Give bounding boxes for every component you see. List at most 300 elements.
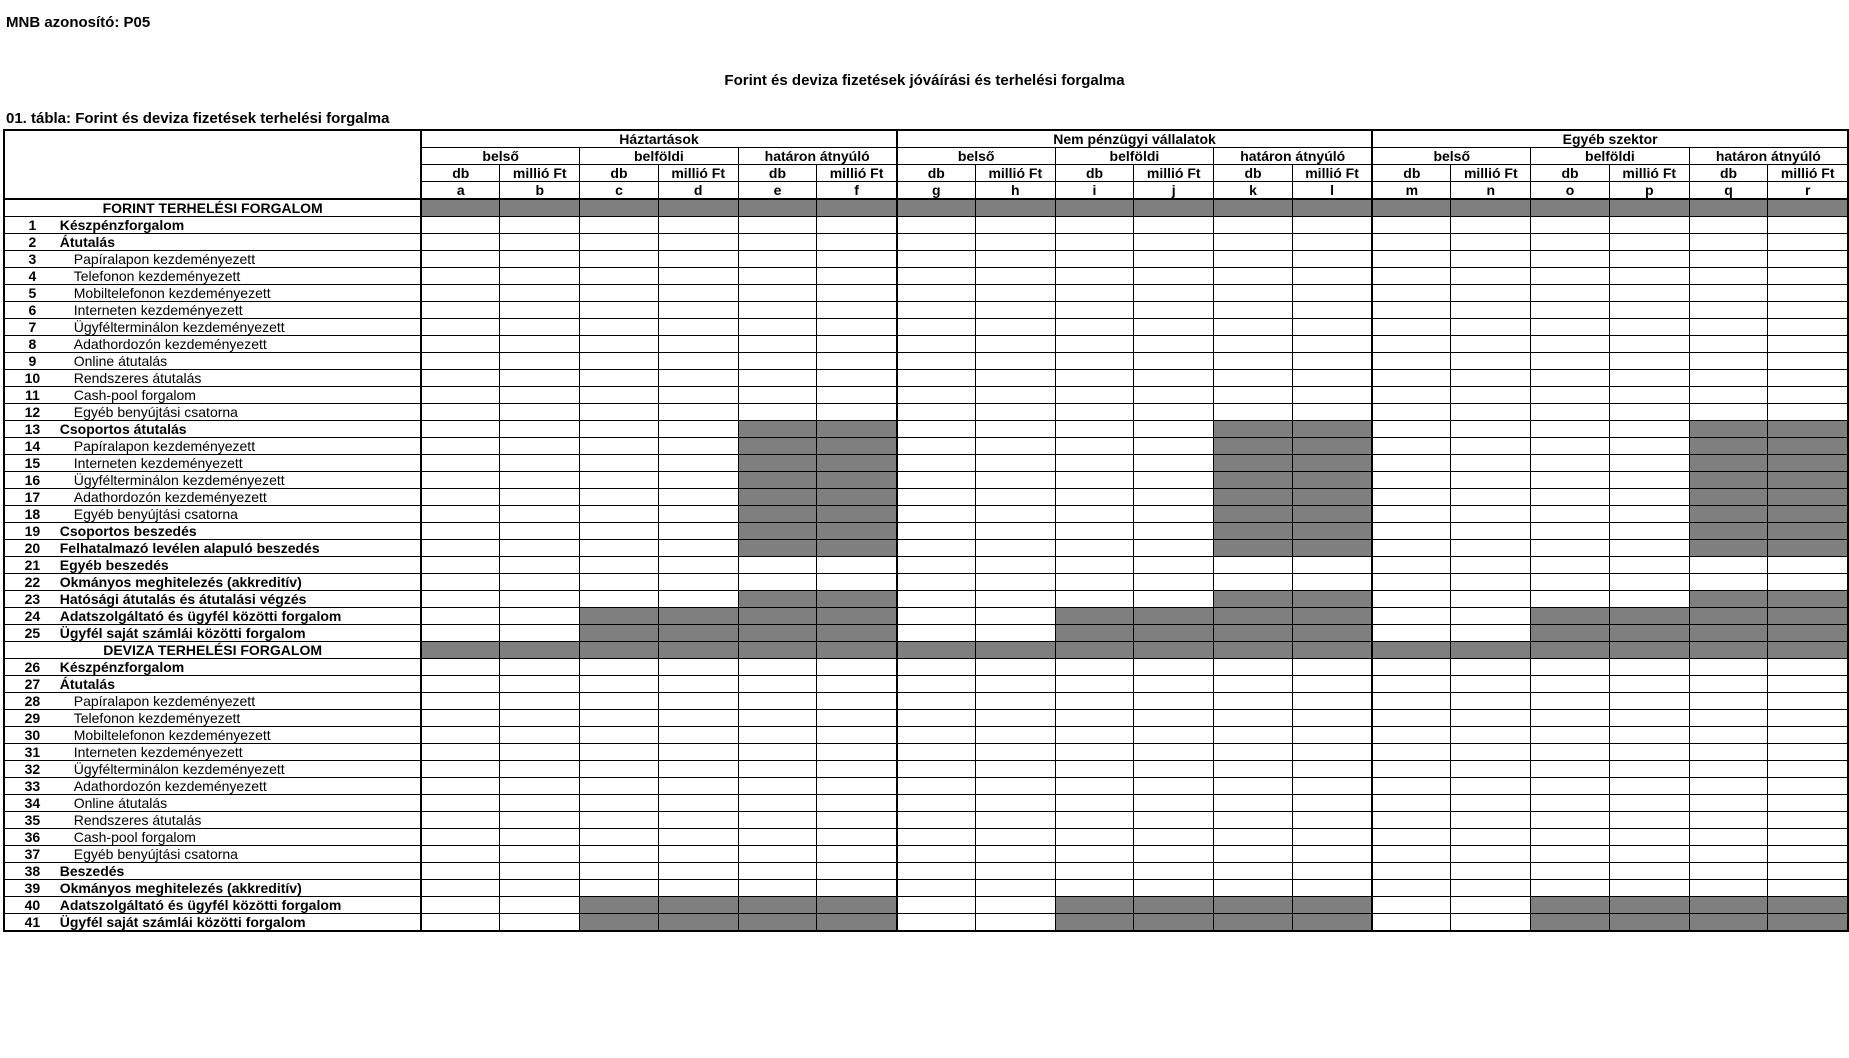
data-cell[interactable] [421, 829, 500, 846]
data-cell[interactable] [580, 540, 659, 557]
data-cell[interactable] [421, 404, 500, 421]
data-cell[interactable] [975, 421, 1055, 438]
data-cell[interactable] [1214, 863, 1293, 880]
data-cell[interactable] [1689, 557, 1768, 574]
data-cell[interactable] [421, 285, 500, 302]
data-cell[interactable] [1451, 302, 1531, 319]
data-cell[interactable] [738, 557, 817, 574]
data-cell[interactable] [1768, 778, 1848, 795]
data-cell[interactable] [1689, 387, 1768, 404]
data-cell[interactable] [975, 693, 1055, 710]
data-cell[interactable] [1609, 523, 1689, 540]
data-cell[interactable] [1055, 727, 1134, 744]
data-cell[interactable] [500, 285, 580, 302]
data-cell[interactable] [897, 523, 976, 540]
data-cell[interactable] [1451, 251, 1531, 268]
data-cell[interactable] [897, 234, 976, 251]
data-cell[interactable] [1055, 489, 1134, 506]
data-cell[interactable] [1292, 302, 1372, 319]
data-cell[interactable] [658, 574, 738, 591]
data-cell[interactable] [1689, 744, 1768, 761]
data-cell[interactable] [421, 591, 500, 608]
data-cell[interactable] [975, 285, 1055, 302]
data-cell[interactable] [1134, 540, 1214, 557]
data-cell[interactable] [1372, 472, 1451, 489]
data-cell[interactable] [1531, 438, 1610, 455]
data-cell[interactable] [975, 217, 1055, 234]
data-cell[interactable] [975, 625, 1055, 642]
data-cell[interactable] [738, 676, 817, 693]
data-cell[interactable] [658, 591, 738, 608]
data-cell[interactable] [1055, 863, 1134, 880]
data-cell[interactable] [1531, 846, 1610, 863]
data-cell[interactable] [1531, 710, 1610, 727]
data-cell[interactable] [1292, 761, 1372, 778]
data-cell[interactable] [897, 472, 976, 489]
data-cell[interactable] [897, 302, 976, 319]
data-cell[interactable] [580, 693, 659, 710]
data-cell[interactable] [1214, 676, 1293, 693]
data-cell[interactable] [738, 336, 817, 353]
data-cell[interactable] [580, 574, 659, 591]
data-cell[interactable] [1214, 846, 1293, 863]
data-cell[interactable] [658, 472, 738, 489]
data-cell[interactable] [1214, 778, 1293, 795]
data-cell[interactable] [1531, 217, 1610, 234]
data-cell[interactable] [1451, 438, 1531, 455]
data-cell[interactable] [975, 574, 1055, 591]
data-cell[interactable] [500, 761, 580, 778]
data-cell[interactable] [1451, 285, 1531, 302]
data-cell[interactable] [1055, 829, 1134, 846]
data-cell[interactable] [1372, 421, 1451, 438]
data-cell[interactable] [1134, 829, 1214, 846]
data-cell[interactable] [658, 302, 738, 319]
data-cell[interactable] [975, 319, 1055, 336]
data-cell[interactable] [817, 302, 897, 319]
data-cell[interactable] [738, 880, 817, 897]
data-cell[interactable] [500, 472, 580, 489]
data-cell[interactable] [658, 319, 738, 336]
data-cell[interactable] [500, 319, 580, 336]
data-cell[interactable] [421, 863, 500, 880]
data-cell[interactable] [897, 251, 976, 268]
data-cell[interactable] [658, 863, 738, 880]
data-cell[interactable] [1372, 268, 1451, 285]
data-cell[interactable] [975, 387, 1055, 404]
data-cell[interactable] [817, 880, 897, 897]
data-cell[interactable] [1214, 302, 1293, 319]
data-cell[interactable] [1214, 574, 1293, 591]
data-cell[interactable] [1372, 591, 1451, 608]
data-cell[interactable] [1372, 523, 1451, 540]
data-cell[interactable] [1768, 336, 1848, 353]
data-cell[interactable] [421, 744, 500, 761]
data-cell[interactable] [738, 251, 817, 268]
data-cell[interactable] [897, 744, 976, 761]
data-cell[interactable] [580, 234, 659, 251]
data-cell[interactable] [500, 540, 580, 557]
data-cell[interactable] [1134, 795, 1214, 812]
data-cell[interactable] [1134, 778, 1214, 795]
data-cell[interactable] [975, 540, 1055, 557]
data-cell[interactable] [897, 693, 976, 710]
data-cell[interactable] [1609, 421, 1689, 438]
data-cell[interactable] [1451, 336, 1531, 353]
data-cell[interactable] [1055, 234, 1134, 251]
data-cell[interactable] [738, 353, 817, 370]
data-cell[interactable] [1451, 608, 1531, 625]
data-cell[interactable] [897, 319, 976, 336]
data-cell[interactable] [738, 812, 817, 829]
data-cell[interactable] [1531, 676, 1610, 693]
data-cell[interactable] [738, 285, 817, 302]
data-cell[interactable] [1214, 234, 1293, 251]
data-cell[interactable] [1292, 285, 1372, 302]
data-cell[interactable] [1768, 676, 1848, 693]
data-cell[interactable] [1372, 795, 1451, 812]
data-cell[interactable] [738, 863, 817, 880]
data-cell[interactable] [1292, 234, 1372, 251]
data-cell[interactable] [1055, 540, 1134, 557]
data-cell[interactable] [1768, 353, 1848, 370]
data-cell[interactable] [1768, 863, 1848, 880]
data-cell[interactable] [1768, 880, 1848, 897]
data-cell[interactable] [1292, 880, 1372, 897]
data-cell[interactable] [1451, 625, 1531, 642]
data-cell[interactable] [897, 727, 976, 744]
data-cell[interactable] [421, 489, 500, 506]
data-cell[interactable] [1292, 574, 1372, 591]
data-cell[interactable] [1214, 659, 1293, 676]
data-cell[interactable] [1689, 778, 1768, 795]
data-cell[interactable] [421, 693, 500, 710]
data-cell[interactable] [1055, 251, 1134, 268]
data-cell[interactable] [1292, 829, 1372, 846]
data-cell[interactable] [1134, 438, 1214, 455]
data-cell[interactable] [975, 710, 1055, 727]
data-cell[interactable] [1134, 336, 1214, 353]
data-cell[interactable] [658, 557, 738, 574]
data-cell[interactable] [1372, 489, 1451, 506]
data-cell[interactable] [1768, 387, 1848, 404]
data-cell[interactable] [1214, 319, 1293, 336]
data-cell[interactable] [897, 421, 976, 438]
data-cell[interactable] [1214, 812, 1293, 829]
data-cell[interactable] [1689, 795, 1768, 812]
data-cell[interactable] [1292, 353, 1372, 370]
data-cell[interactable] [1689, 676, 1768, 693]
data-cell[interactable] [1134, 234, 1214, 251]
data-cell[interactable] [975, 302, 1055, 319]
data-cell[interactable] [897, 863, 976, 880]
data-cell[interactable] [1134, 387, 1214, 404]
data-cell[interactable] [421, 846, 500, 863]
data-cell[interactable] [1134, 693, 1214, 710]
data-cell[interactable] [817, 234, 897, 251]
data-cell[interactable] [1214, 693, 1293, 710]
data-cell[interactable] [1689, 761, 1768, 778]
data-cell[interactable] [1689, 710, 1768, 727]
data-cell[interactable] [421, 897, 500, 914]
data-cell[interactable] [658, 846, 738, 863]
data-cell[interactable] [580, 676, 659, 693]
data-cell[interactable] [1134, 659, 1214, 676]
data-cell[interactable] [658, 489, 738, 506]
data-cell[interactable] [897, 506, 976, 523]
data-cell[interactable] [500, 421, 580, 438]
data-cell[interactable] [1292, 693, 1372, 710]
data-cell[interactable] [1609, 353, 1689, 370]
data-cell[interactable] [897, 404, 976, 421]
data-cell[interactable] [975, 404, 1055, 421]
data-cell[interactable] [1134, 404, 1214, 421]
data-cell[interactable] [500, 523, 580, 540]
data-cell[interactable] [1055, 472, 1134, 489]
data-cell[interactable] [500, 302, 580, 319]
data-cell[interactable] [658, 336, 738, 353]
data-cell[interactable] [580, 217, 659, 234]
data-cell[interactable] [1609, 506, 1689, 523]
data-cell[interactable] [1372, 336, 1451, 353]
data-cell[interactable] [1134, 710, 1214, 727]
data-cell[interactable] [1768, 659, 1848, 676]
data-cell[interactable] [1768, 557, 1848, 574]
data-cell[interactable] [1292, 778, 1372, 795]
data-cell[interactable] [580, 319, 659, 336]
data-cell[interactable] [1609, 472, 1689, 489]
data-cell[interactable] [580, 523, 659, 540]
data-cell[interactable] [1055, 761, 1134, 778]
data-cell[interactable] [1292, 676, 1372, 693]
data-cell[interactable] [580, 370, 659, 387]
data-cell[interactable] [1609, 846, 1689, 863]
data-cell[interactable] [975, 659, 1055, 676]
data-cell[interactable] [738, 234, 817, 251]
data-cell[interactable] [1134, 676, 1214, 693]
data-cell[interactable] [500, 489, 580, 506]
data-cell[interactable] [1372, 608, 1451, 625]
data-cell[interactable] [897, 217, 976, 234]
data-cell[interactable] [1372, 217, 1451, 234]
data-cell[interactable] [580, 251, 659, 268]
data-cell[interactable] [1689, 846, 1768, 863]
data-cell[interactable] [1689, 370, 1768, 387]
data-cell[interactable] [817, 812, 897, 829]
data-cell[interactable] [1531, 523, 1610, 540]
data-cell[interactable] [658, 438, 738, 455]
data-cell[interactable] [1768, 251, 1848, 268]
data-cell[interactable] [1292, 710, 1372, 727]
data-cell[interactable] [1609, 370, 1689, 387]
data-cell[interactable] [897, 591, 976, 608]
data-cell[interactable] [421, 795, 500, 812]
data-cell[interactable] [421, 234, 500, 251]
data-cell[interactable] [1768, 404, 1848, 421]
data-cell[interactable] [897, 489, 976, 506]
data-cell[interactable] [1451, 506, 1531, 523]
data-cell[interactable] [1451, 319, 1531, 336]
data-cell[interactable] [580, 472, 659, 489]
data-cell[interactable] [658, 812, 738, 829]
data-cell[interactable] [1451, 744, 1531, 761]
data-cell[interactable] [1689, 353, 1768, 370]
data-cell[interactable] [658, 234, 738, 251]
data-cell[interactable] [658, 676, 738, 693]
data-cell[interactable] [1214, 387, 1293, 404]
data-cell[interactable] [975, 761, 1055, 778]
data-cell[interactable] [658, 353, 738, 370]
data-cell[interactable] [1609, 880, 1689, 897]
data-cell[interactable] [1372, 574, 1451, 591]
data-cell[interactable] [1055, 778, 1134, 795]
data-cell[interactable] [1372, 387, 1451, 404]
data-cell[interactable] [1055, 693, 1134, 710]
data-cell[interactable] [421, 727, 500, 744]
data-cell[interactable] [1609, 659, 1689, 676]
data-cell[interactable] [500, 693, 580, 710]
data-cell[interactable] [1134, 268, 1214, 285]
data-cell[interactable] [580, 557, 659, 574]
data-cell[interactable] [1055, 557, 1134, 574]
data-cell[interactable] [738, 217, 817, 234]
data-cell[interactable] [1531, 336, 1610, 353]
data-cell[interactable] [500, 557, 580, 574]
data-cell[interactable] [897, 336, 976, 353]
data-cell[interactable] [1768, 744, 1848, 761]
data-cell[interactable] [738, 319, 817, 336]
data-cell[interactable] [975, 353, 1055, 370]
data-cell[interactable] [1292, 557, 1372, 574]
data-cell[interactable] [580, 829, 659, 846]
data-cell[interactable] [975, 727, 1055, 744]
data-cell[interactable] [1451, 710, 1531, 727]
data-cell[interactable] [1055, 285, 1134, 302]
data-cell[interactable] [580, 744, 659, 761]
data-cell[interactable] [1531, 829, 1610, 846]
data-cell[interactable] [897, 880, 976, 897]
data-cell[interactable] [738, 710, 817, 727]
data-cell[interactable] [1609, 387, 1689, 404]
data-cell[interactable] [1689, 863, 1768, 880]
data-cell[interactable] [975, 336, 1055, 353]
data-cell[interactable] [1055, 846, 1134, 863]
data-cell[interactable] [1451, 761, 1531, 778]
data-cell[interactable] [817, 795, 897, 812]
data-cell[interactable] [1609, 285, 1689, 302]
data-cell[interactable] [897, 829, 976, 846]
data-cell[interactable] [1609, 761, 1689, 778]
data-cell[interactable] [1531, 370, 1610, 387]
data-cell[interactable] [1372, 914, 1451, 932]
data-cell[interactable] [738, 846, 817, 863]
data-cell[interactable] [1372, 302, 1451, 319]
data-cell[interactable] [421, 540, 500, 557]
data-cell[interactable] [1451, 846, 1531, 863]
data-cell[interactable] [897, 353, 976, 370]
data-cell[interactable] [1609, 234, 1689, 251]
data-cell[interactable] [897, 710, 976, 727]
data-cell[interactable] [897, 387, 976, 404]
data-cell[interactable] [421, 387, 500, 404]
data-cell[interactable] [1768, 812, 1848, 829]
data-cell[interactable] [580, 761, 659, 778]
data-cell[interactable] [1292, 812, 1372, 829]
data-cell[interactable] [1292, 251, 1372, 268]
data-cell[interactable] [817, 268, 897, 285]
data-cell[interactable] [658, 251, 738, 268]
data-cell[interactable] [975, 863, 1055, 880]
data-cell[interactable] [500, 251, 580, 268]
data-cell[interactable] [500, 897, 580, 914]
data-cell[interactable] [1609, 829, 1689, 846]
data-cell[interactable] [817, 744, 897, 761]
data-cell[interactable] [1372, 761, 1451, 778]
data-cell[interactable] [1214, 880, 1293, 897]
data-cell[interactable] [1134, 846, 1214, 863]
data-cell[interactable] [658, 455, 738, 472]
data-cell[interactable] [1055, 404, 1134, 421]
data-cell[interactable] [1451, 540, 1531, 557]
data-cell[interactable] [421, 557, 500, 574]
data-cell[interactable] [658, 727, 738, 744]
data-cell[interactable] [897, 795, 976, 812]
data-cell[interactable] [658, 778, 738, 795]
data-cell[interactable] [975, 489, 1055, 506]
data-cell[interactable] [500, 795, 580, 812]
data-cell[interactable] [658, 710, 738, 727]
data-cell[interactable] [580, 404, 659, 421]
data-cell[interactable] [1609, 693, 1689, 710]
data-cell[interactable] [421, 268, 500, 285]
data-cell[interactable] [500, 676, 580, 693]
data-cell[interactable] [1134, 353, 1214, 370]
data-cell[interactable] [421, 710, 500, 727]
data-cell[interactable] [817, 387, 897, 404]
data-cell[interactable] [580, 591, 659, 608]
data-cell[interactable] [1372, 778, 1451, 795]
data-cell[interactable] [421, 506, 500, 523]
data-cell[interactable] [1134, 421, 1214, 438]
data-cell[interactable] [500, 608, 580, 625]
data-cell[interactable] [1689, 574, 1768, 591]
data-cell[interactable] [1451, 778, 1531, 795]
data-cell[interactable] [1768, 574, 1848, 591]
data-cell[interactable] [975, 608, 1055, 625]
data-cell[interactable] [421, 421, 500, 438]
data-cell[interactable] [658, 285, 738, 302]
data-cell[interactable] [738, 727, 817, 744]
data-cell[interactable] [580, 846, 659, 863]
data-cell[interactable] [1372, 319, 1451, 336]
data-cell[interactable] [1292, 268, 1372, 285]
data-cell[interactable] [738, 404, 817, 421]
data-cell[interactable] [1134, 370, 1214, 387]
data-cell[interactable] [421, 370, 500, 387]
data-cell[interactable] [580, 506, 659, 523]
data-cell[interactable] [738, 370, 817, 387]
data-cell[interactable] [500, 863, 580, 880]
data-cell[interactable] [421, 251, 500, 268]
data-cell[interactable] [1372, 727, 1451, 744]
data-cell[interactable] [1689, 812, 1768, 829]
data-cell[interactable] [817, 693, 897, 710]
data-cell[interactable] [421, 914, 500, 932]
data-cell[interactable] [1451, 829, 1531, 846]
data-cell[interactable] [817, 217, 897, 234]
data-cell[interactable] [1214, 370, 1293, 387]
data-cell[interactable] [1372, 829, 1451, 846]
